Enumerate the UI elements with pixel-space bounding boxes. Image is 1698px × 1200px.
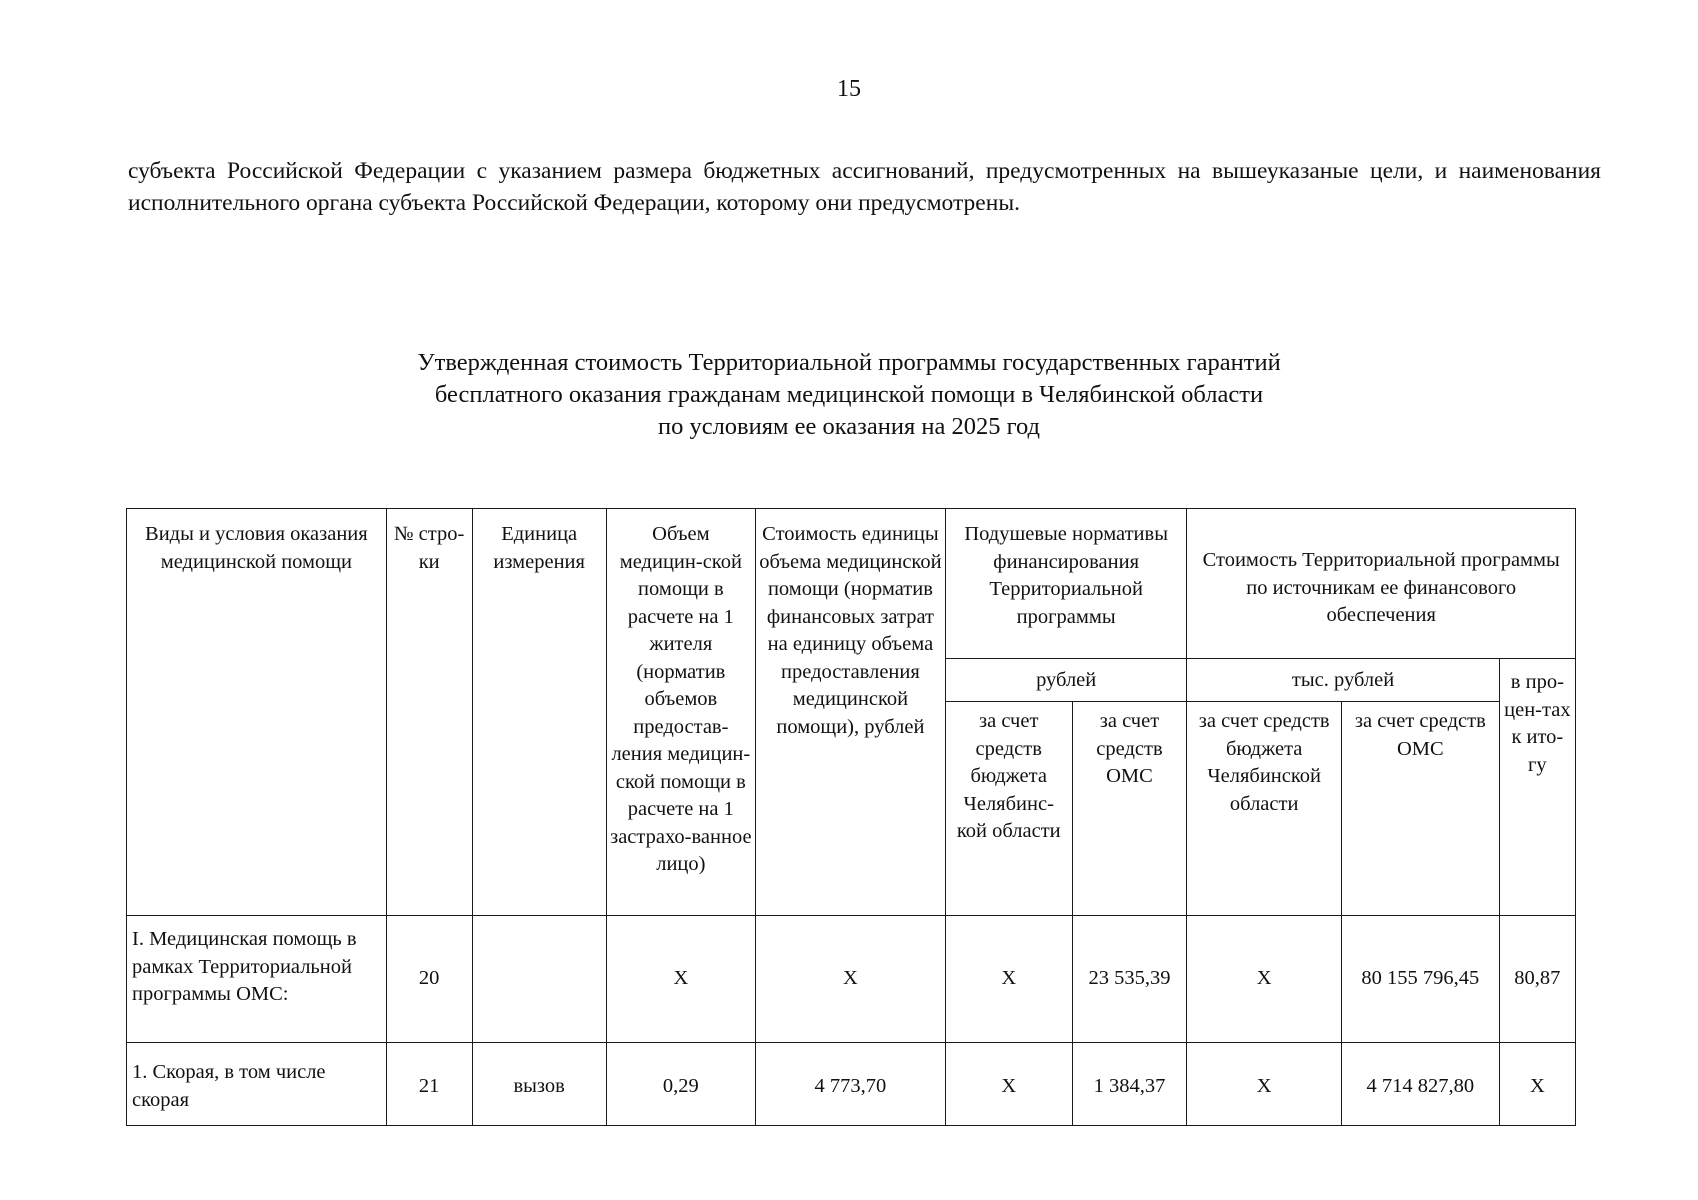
header-volume: Объем медицин-ской помощи в расчете на 1 жителя (норматив объемов предостав-ления медицин-ской помощи в расчете на 1 застрахо-ванное лицо) — [606, 509, 755, 916]
row-1-number: 20 — [386, 916, 472, 1043]
header-row-number: № стро-ки — [386, 509, 472, 916]
header-program-cost: Стоимость Территориальной программы по источникам ее финансового обеспечения — [1187, 509, 1576, 659]
header-per-capita: Подушевые нормативы финансирования Территориальной программы — [945, 509, 1187, 659]
row-1-name: I. Медицинская помощь в рамках Территориальной программы ОМС: — [127, 916, 387, 1043]
row-1-unit — [472, 916, 606, 1043]
row-2-name: 1. Скорая, в том числе скорая — [127, 1043, 387, 1126]
row-2-percent: X — [1499, 1043, 1575, 1126]
row-1-oms-rubles: 23 535,39 — [1072, 916, 1187, 1043]
cost-table — [126, 508, 1576, 1126]
row-1-unit-cost: X — [755, 916, 945, 1043]
header-types: Виды и условия оказания медицинской помощи — [127, 509, 387, 916]
intro-paragraph: субъекта Российской Федерации с указанием размера бюджетных ассигнований, предусмотренных на вышеуказаные цели, и наименования исполнительного органа субъекта Российской Федерации, которому они предусмотрены. — [128, 158, 1601, 216]
row-2-oms-thous: 4 714 827,80 — [1341, 1043, 1499, 1126]
row-2-volume: 0,29 — [606, 1043, 755, 1126]
header-thous-rubles: тыс. рублей — [1187, 659, 1499, 702]
header-oms-rubles: за счет средств ОМС — [1072, 702, 1187, 916]
table-title-line-2: бесплатного оказания гражданам медицинской помощи в Челябинской области — [434, 381, 1264, 408]
table-title-line-1: Утвержденная стоимость Территориальной программы государственных гарантий — [417, 349, 1281, 376]
table-title — [0, 347, 1698, 443]
table-title-line-3: по условиям ее оказания на 2025 год — [657, 413, 1041, 440]
header-unit-cost: Стоимость единицы объема медицинской помощи (норматив финансовых затрат на единицу объема предоставления медицинской помощи), рублей — [755, 509, 945, 916]
row-2-oms-rubles: 1 384,37 — [1072, 1043, 1187, 1126]
row-1-volume: X — [606, 916, 755, 1043]
row-2-unit-cost: 4 773,70 — [755, 1043, 945, 1126]
row-2-budget-rubles: X — [945, 1043, 1072, 1126]
row-2-budget-thous: X — [1187, 1043, 1342, 1126]
header-rubles: рублей — [945, 659, 1187, 702]
header-budget-thous: за счет средств бюджета Челябинской области — [1187, 702, 1342, 916]
row-1-oms-thous: 80 155 796,45 — [1341, 916, 1499, 1043]
row-2-number: 21 — [386, 1043, 472, 1126]
header-percent: в про-цен-тах к ито-гу — [1499, 659, 1575, 916]
table-row — [127, 916, 1576, 1043]
row-1-budget-rubles: X — [945, 916, 1072, 1043]
header-unit: Единица измерения — [472, 509, 606, 916]
table-row — [127, 1043, 1576, 1126]
row-1-percent: 80,87 — [1499, 916, 1575, 1043]
row-2-unit: вызов — [472, 1043, 606, 1126]
page-number: 15 — [837, 76, 861, 102]
header-budget-rubles: за счет средств бюджета Челябинс-кой области — [945, 702, 1072, 916]
row-1-budget-thous: X — [1187, 916, 1342, 1043]
header-oms-thous: за счет средств ОМС — [1341, 702, 1499, 916]
